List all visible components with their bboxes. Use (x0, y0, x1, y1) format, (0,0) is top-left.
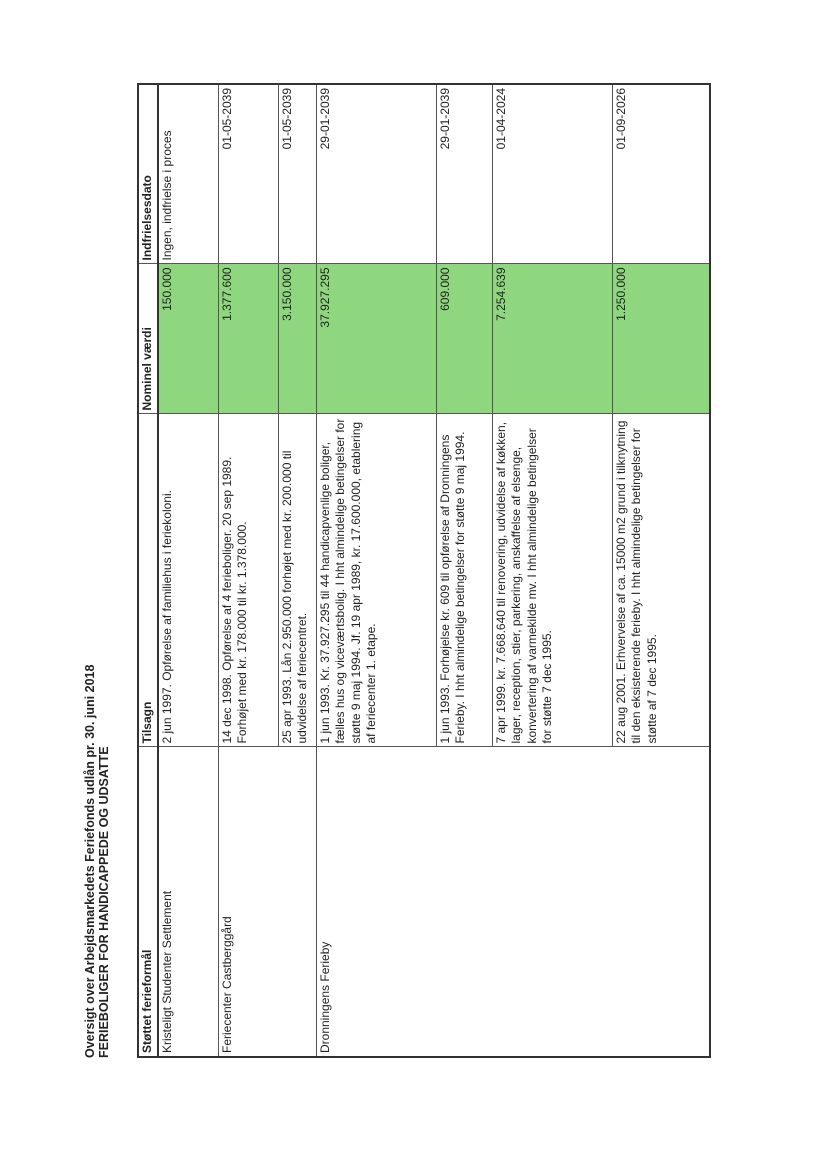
cell-nominel: 1.250.000 (612, 264, 710, 414)
cell-dato: 29-01-2039 (436, 84, 492, 264)
table-row (612, 84, 710, 1057)
cell-dato: 01-05-2039 (218, 84, 278, 264)
table-row (492, 84, 612, 1057)
table-row (316, 84, 436, 1057)
cell-tilsagn: 22 aug 2001. Erhvervelse af ca. 15000 m2 grund i tilknytning til den eksisterende ferieby. I hht almindelige betingelser for støtte af 7 dec 1995. (612, 414, 710, 747)
cell-nominel: 609.000 (436, 264, 492, 414)
cell-nominel: 3.150.000 (278, 264, 316, 414)
table-row (158, 84, 218, 1057)
document-title: Oversigt over Arbejdsmarkedets Feriefonds udlån pr. 30. juni 2018 (83, 664, 97, 1058)
loan-table (137, 83, 711, 1058)
table-row (218, 84, 278, 1057)
table-header-row (138, 84, 158, 1057)
cell-tilsagn: 25 apr 1993. Lån 2.950.000 forhøjet med kr. 200.000 til udvidelse af feriecentret. (278, 414, 316, 747)
header-indfrielsesdato: Indfrielsesdato (138, 84, 158, 264)
cell-nominel: 37.927.295 (316, 264, 436, 414)
cell-nominel: 1.377.600 (218, 264, 278, 414)
cell-tilsagn: 1 jun 1993. Forhøjelse kr. 609 til opførelse af Dronningens Ferieby. I hht almindelige betingelser for støtte 9 maj 1994. (436, 414, 492, 747)
cell-tilsagn: 7 apr 1999. kr. 7.668.640 til renovering, udvidelse af køkken, lager, reception, stier, parkering, anskaffelse af elsenge, konvertering af varmekilde mv. I hht almindelige betingelser for støtte 7 dec 1995. (492, 414, 612, 747)
header-nominel-vaerdi: Nominel værdi (138, 264, 158, 414)
cell-dato: 01-05-2039 (278, 84, 316, 264)
cell-formaal (436, 747, 492, 1057)
cell-formaal (278, 747, 316, 1057)
cell-dato: 01-09-2026 (612, 84, 710, 264)
cell-nominel: 7.254.639 (492, 264, 612, 414)
cell-tilsagn: 2 jun 1997. Opførelse af familiehus i feriekoloni. (158, 414, 218, 747)
cell-dato: 01-04-2024 (492, 84, 612, 264)
document-subtitle: FERIEBOLIGER FOR HANDICAPPEDE OG UDSATTE (97, 746, 111, 1058)
table-row (436, 84, 492, 1057)
cell-formaal (612, 747, 710, 1057)
cell-tilsagn: 14 dec 1998. Opførelse af 4 ferieboliger. 20 sep 1989. Forhøjet med kr. 178.000 til kr. 1.378.000. (218, 414, 278, 747)
header-stottet-ferieformaal: Støttet ferieformål (138, 747, 158, 1057)
cell-formaal: Dronningens Ferieby (316, 747, 436, 1057)
cell-dato: Ingen, indfrielse i proces (158, 84, 218, 264)
document-heading (83, 158, 111, 1058)
cell-tilsagn: 1 jun 1993. Kr. 37.927.295 til 44 handicapvenlige boliger, fælles hus og viceværtsbolig. I hht almindelige betingelser for støtte 9 maj 1994. Jf. 19 apr 1989, kr. 17.600.000, etablering af feriecenter 1. etape. (316, 414, 436, 747)
table-row (278, 84, 316, 1057)
cell-formaal: Feriecenter Castberggård (218, 747, 278, 1057)
cell-dato: 29-01-2039 (316, 84, 436, 264)
cell-formaal: Kristeligt Studenter Settlement (158, 747, 218, 1057)
cell-formaal (492, 747, 612, 1057)
header-tilsagn: Tilsagn (138, 414, 158, 747)
cell-nominel: 150.000 (158, 264, 218, 414)
